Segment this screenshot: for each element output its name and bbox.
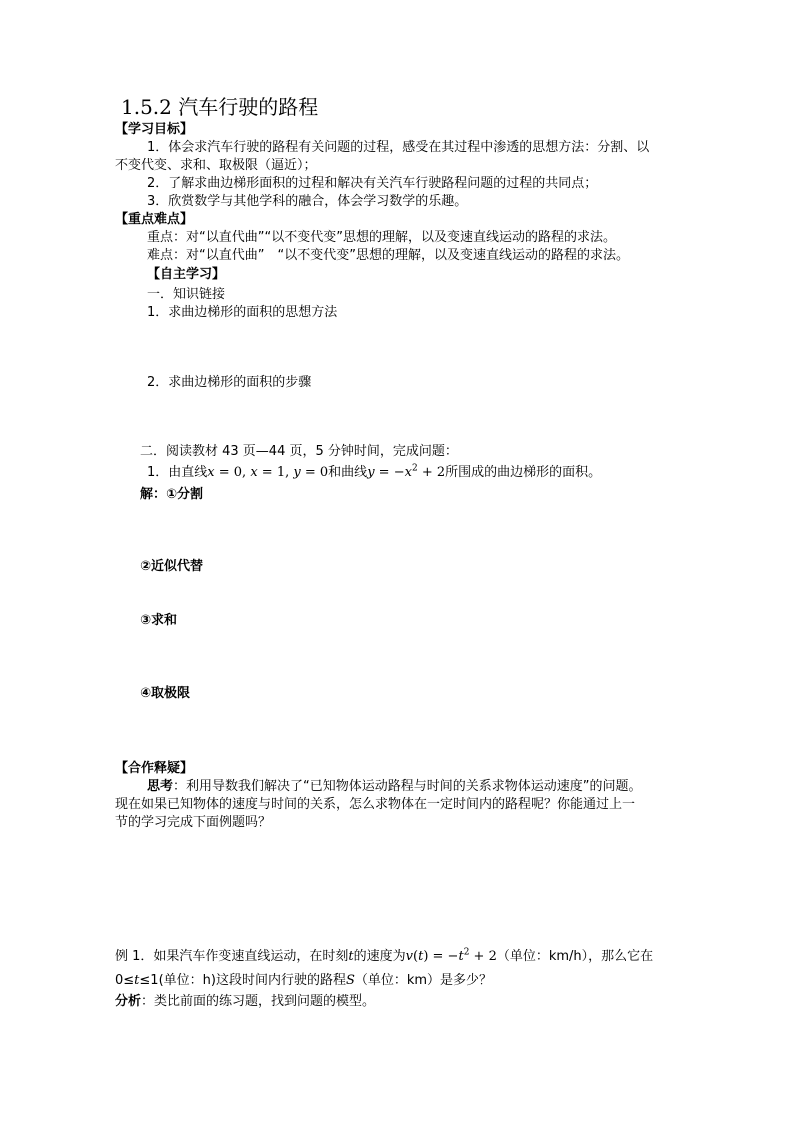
keypoints-heading: 【重点难点】 [115,212,194,227]
goals-heading: 【学习目标】 [115,122,194,137]
think-line-2: 现在如果已知物体的速度与时间的关系，怎么求物体在一定时间内的路程呢？你能通过上一 [115,797,636,812]
problem-1: 1．由直线x = 0, x = 1, y = 0和曲线$y = -x^2 + 2$所围成的曲边梯形的面积。 [147,463,602,480]
solution-step-3: ③求和 [140,613,178,628]
goal-item-2: 2．了解求曲边梯形面积的过程和解决有关汽车行驶路程问题的过程的共同点； [147,176,598,191]
page-title: 1.5.2 汽车行驶的路程 [121,95,319,119]
goal-item-3: 3．欣赏数学与其他学科的融合，体会学习数学的乐趣。 [147,194,468,209]
example-line-2: 0≤t≤1(单位：h)这段时间内行驶的路程S（单位：km）是多少？ [115,973,493,988]
think-line-3: 节的学习完成下面例题吗？ [115,815,272,830]
question-2: 2．求曲边梯形的面积的步骤 [147,375,312,390]
difficulty-point: 难点：对“以直代曲” “以不变代变”思想的理解，以及变速直线运动的路程的求法。 [147,248,629,263]
solution-step-2: ②近似代替 [140,559,204,574]
part1-heading: 一．知识链接 [147,287,226,302]
formula-lines: x [207,465,215,480]
coop-heading: 【合作释疑】 [115,761,194,776]
part2-heading: 二．阅读教材 43 页—44 页，5 分钟时间，完成问题： [140,444,458,459]
formula-velocity: v [405,949,414,964]
self-study-heading: 【自主学习】 [147,267,226,282]
think-line-1: 思考：利用导数我们解决了“已知物体运动路程与时间的关系求物体运动速度”的问题。 [147,779,642,794]
key-point: 重点：对“以直代曲”“以不变代变”思想的理解，以及变速直线运动的路程的求法。 [147,230,616,245]
question-1: 1．求曲边梯形的面积的思想方法 [147,305,338,320]
analysis-line: 分析：类比前面的练习题，找到问题的模型。 [115,994,376,1009]
example-line-1: 例 1．如果汽车作变速直线运动，在时刻t的速度为$v(t) = -t^2 + 2$（单位：km/h），那么它在 [115,947,654,964]
var-s: S [345,973,355,988]
solution-step-1: 解：①分割 [140,487,204,502]
goal-item-1-cont: 不变代变、求和、取极限（逼近）； [115,158,317,173]
var-t: t [348,949,354,964]
goal-item-1: 1．体会求汽车行驶的路程有关问题的过程，感受在其过程中渗透的思想方法：分割、以 [147,140,650,155]
formula-curve: y [367,465,375,480]
solution-step-4: ④取极限 [140,686,191,701]
